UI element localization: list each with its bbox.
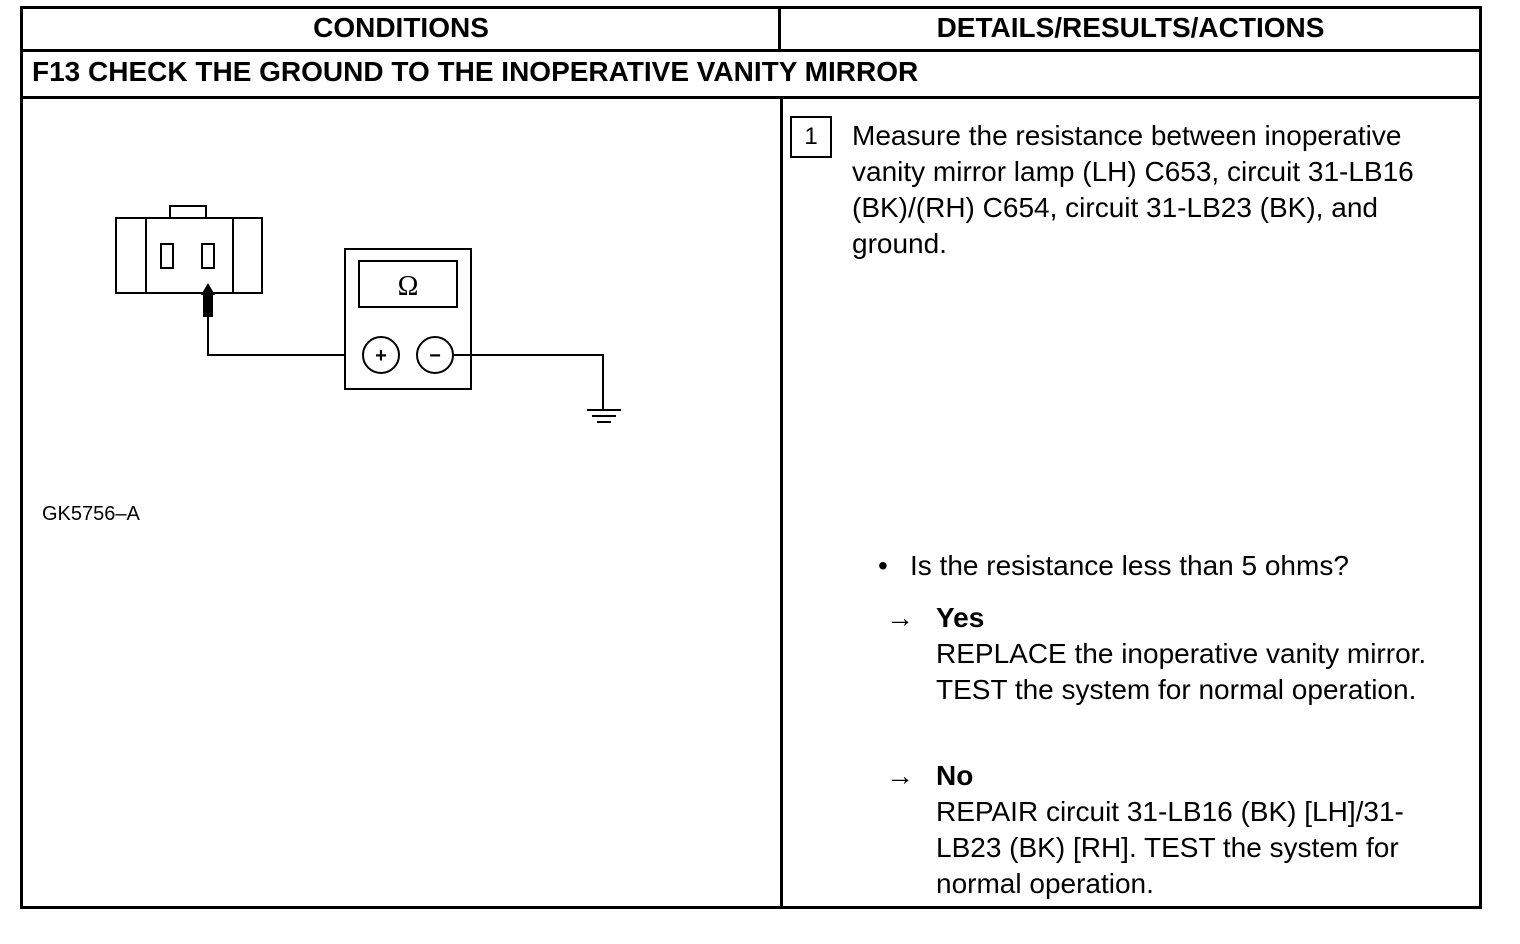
question [878,548,1349,584]
figure-id: GK5756–A [42,503,140,525]
title-divider [20,96,1482,99]
header-divider [20,49,1482,52]
yes-action: REPLACE the inoperative vanity mirror. TEST the system for normal operation. [936,638,1427,705]
step-number-box: 1 [790,116,832,158]
arrow-right-icon: → [886,760,914,791]
details-results-actions-header: DETAILS/RESULTS/ACTIONS [936,12,1325,43]
step-instruction: Measure the resistance between inoperative vanity mirror lamp (LH) C653, circuit 31-LB16 (BK)/(RH) C654, circuit 31-LB23 (BK), and ground. [852,120,1414,259]
question-text: Is the resistance less than 5 ohms? [910,550,1349,581]
ohmmeter-diagram [100,195,660,450]
yes-label: Yes [936,602,985,633]
ohm-symbol: Ω [397,271,419,302]
plus-terminal: + [375,345,387,367]
step-title: F13 CHECK THE GROUND TO THE INOPERATIVE VANITY MIRROR [32,56,919,87]
no-label: No [936,760,974,791]
arrow-right-icon: → [886,602,914,633]
ohmmeter-icon [345,249,471,389]
conditions-header: CONDITIONS [313,12,489,43]
ground-icon [453,355,621,422]
no-action: REPAIR circuit 31-LB16 (BK) [LH]/31-LB23 (BK) [RH]. TEST the system for normal operation. [936,796,1404,899]
body-column-divider [780,96,783,908]
connector-icon [116,206,262,293]
minus-terminal: − [429,345,441,367]
bullet-icon: • [878,550,888,581]
